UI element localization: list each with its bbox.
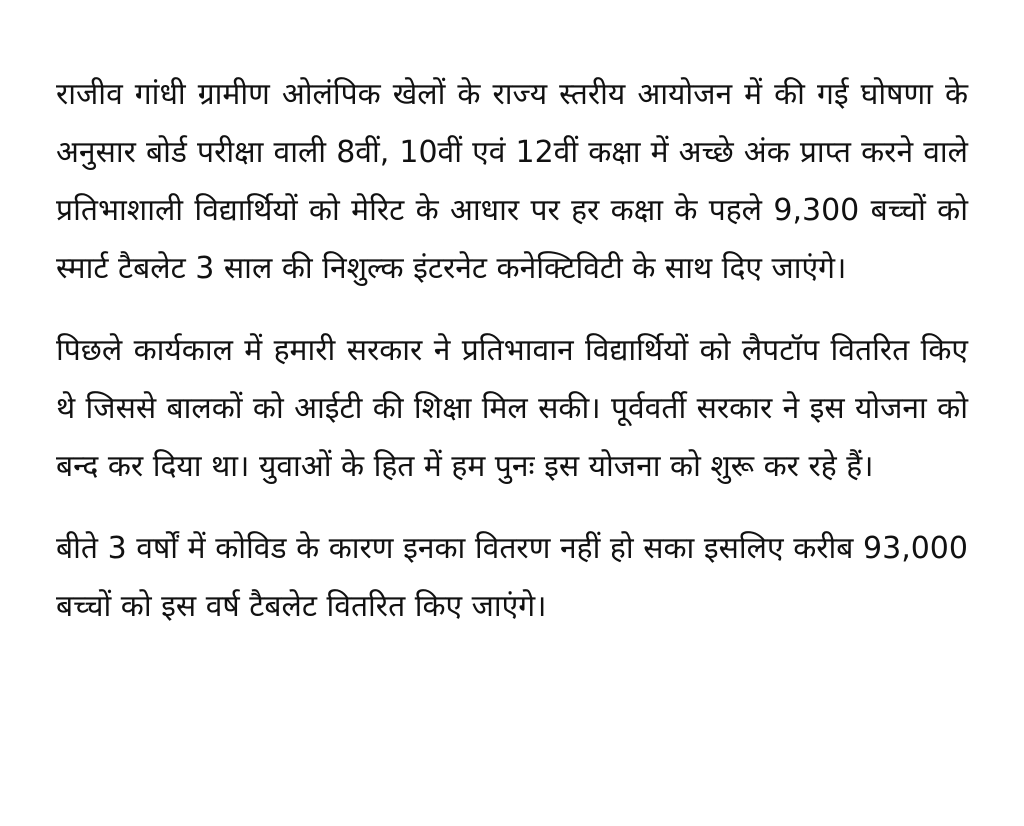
paragraph-laptop-scheme: पिछले कार्यकाल में हमारी सरकार ने प्रतिभावान विद्यार्थियों को लैपटॉप वितरित किए थे जिससे बालकों को आईटी की शिक्षा मिल सकी। पूर्ववर्ती सरकार ने इस योजना को बन्द कर दिया था। युवाओं के हित में हम पुनः इस योजना को शुरू कर रहे हैं।: [56, 333, 968, 484]
paragraph-distribution-plan: बीते 3 वर्षों में कोविड के कारण इनका वितरण नहीं हो सका इसलिए करीब 93,000 बच्चों को इस वर्ष टैबलेट वितरित किए जाएंगे।: [56, 531, 968, 624]
paragraph-tablet-announcement: राजीव गांधी ग्रामीण ओलंपिक खेलों के राज्य स्तरीय आयोजन में की गई घोषणा के अनुसार बोर्ड परीक्षा वाली 8वीं, 10वीं एवं 12वीं कक्षा में अच्छे अंक प्राप्त करने वाले प्रतिभाशाली विद्यार्थियों को मेरिट के आधार पर हर कक्षा के पहले 9,300 बच्चों को स्मार्ट टैबलेट 3 साल की निशुल्क इंटरनेट कनेक्टिविटी के साथ दिए जाएंगे।: [56, 77, 968, 286]
document-body: [56, 66, 968, 660]
